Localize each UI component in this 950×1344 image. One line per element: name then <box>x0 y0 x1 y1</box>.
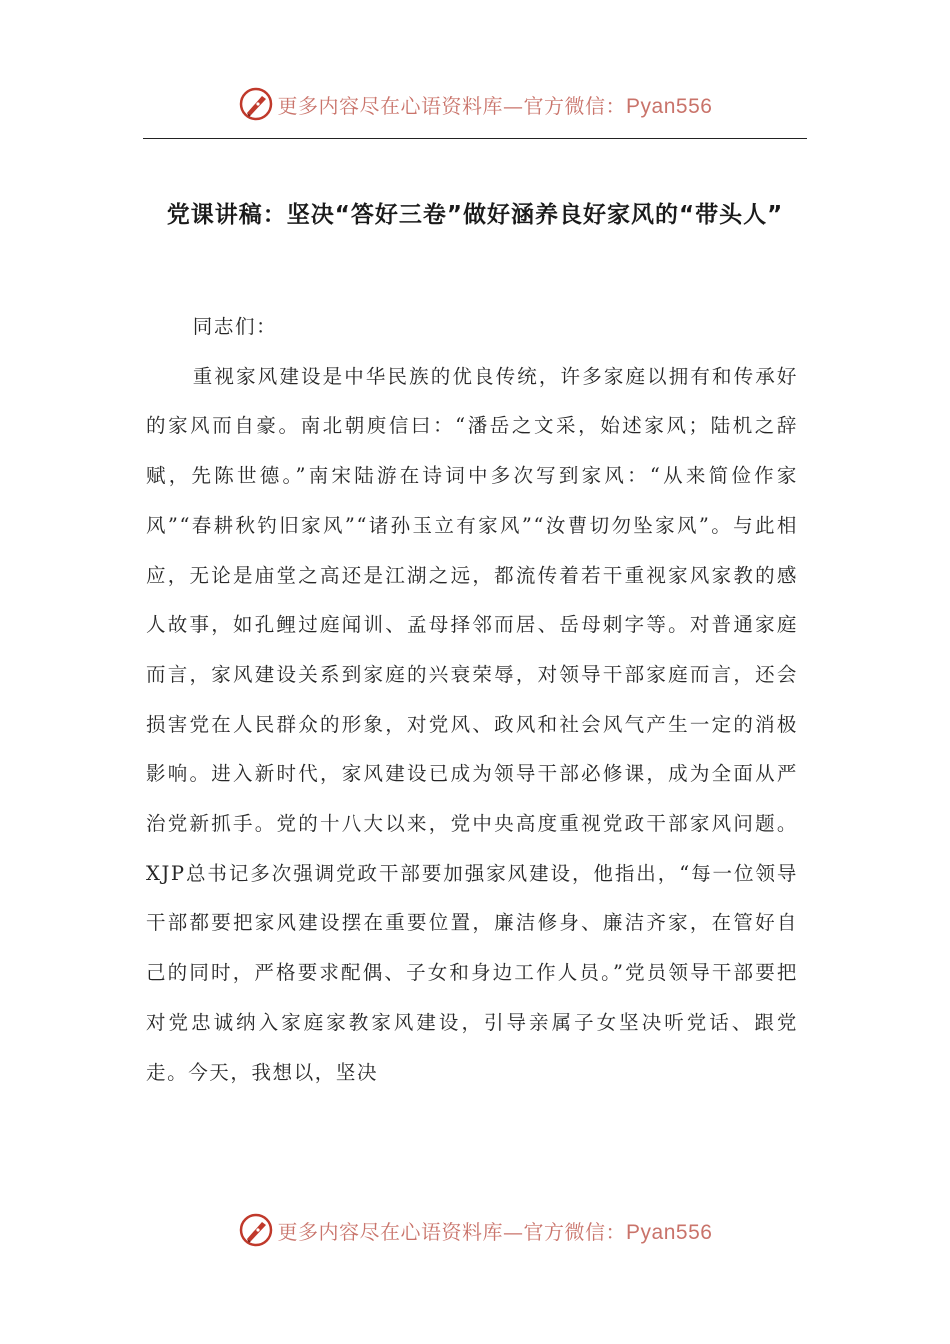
banner-slogan: 更多内容尽在心语资料库 <box>277 93 504 118</box>
header-divider <box>143 138 807 139</box>
banner-separator: — <box>503 93 524 118</box>
document-body <box>146 302 798 1097</box>
banner-slogan: 更多内容尽在心语资料库 <box>277 1219 504 1244</box>
body-paragraph: 重视家风建设是中华民族的优良传统，许多家庭以拥有和传承好的家风而自豪。南北朝庾信曰：“潘岳之文采，始述家风；陆机之辞赋，先陈世德。”南宋陆游在诗词中多次写到家风：“从来简俭作家风”“春耕秋钓旧家风”“诸孙玉立有家风”“汝曹切勿坠家风”。与此相应，无论是庙堂之高还是江湖之远，都流传着若干重视家风家教的感人故事，如孔鲤过庭闻训、孟母择邻而居、岳母刺字等。对普通家庭而言，家风建设关系到家庭的兴衰荣辱，对领导干部家庭而言，还会损害党在人民群众的形象，对党风、政风和社会风气产生一定的消极影响。进入新时代，家风建设已成为领导干部必修课，成为全面从严治党新抓手。党的十八大以来，党中央高度重视党政干部家风问题。XJP总书记多次强调党政干部要加强家风建设，他指出，“每一位领导干部都要把家风建设摆在重要位置，廉洁修身、廉洁齐家，在管好自己的同时，严格要求配偶、子女和身边工作人员。”党员领导干部要把对党忠诚纳入家庭家教家风建设，引导亲属子女坚决听党话、跟党走。今天，我想以，坚决 <box>146 364 798 1084</box>
footer-banner <box>0 1210 950 1250</box>
footer-banner-text <box>278 1216 713 1245</box>
banner-wechat-id: Pyan556 <box>626 1220 713 1244</box>
header-banner-text <box>278 90 713 119</box>
pen-logo-icon <box>238 86 274 122</box>
document-title: 党课讲稿：坚决“答好三卷”做好涵养良好家风的“带头人” <box>166 202 784 229</box>
salutation: 同志们： <box>192 315 278 338</box>
banner-wechat-label: 官方微信： <box>523 93 627 118</box>
banner-separator: — <box>503 1219 524 1244</box>
banner-wechat-id: Pyan556 <box>626 94 713 118</box>
banner-wechat-label: 官方微信： <box>523 1219 627 1244</box>
header-banner <box>0 84 950 124</box>
pen-logo-icon <box>238 1212 274 1248</box>
